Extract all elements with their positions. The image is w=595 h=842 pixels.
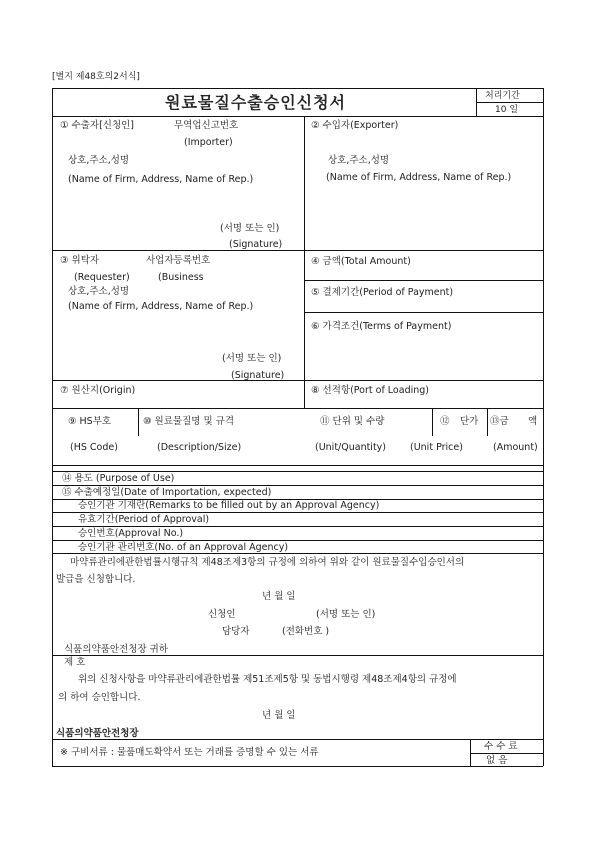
importer-name-en: (Name of Firm, Address, Name of Rep.) [326, 172, 512, 183]
row-divider-payment [304, 312, 543, 313]
frame-right [543, 88, 544, 766]
importer-name-label: 상호,주소,성명 [328, 155, 390, 166]
agency-remarks-label: 승인기관 기재란(Remarks to be filled out by an Approval Agency) [78, 500, 380, 511]
loading-port-label: ⑧ 선적항(Port of Loading) [311, 385, 429, 396]
row-divider-11 [52, 553, 543, 554]
frame-top [52, 88, 543, 89]
exporter-label: ① 수출자[신청인] [60, 120, 135, 131]
requester-sign: (서명 또는 인) [222, 353, 282, 364]
requester-label: ③ 위탁자 [60, 255, 100, 266]
manager-phone: (전화번호 ) [282, 626, 330, 637]
requester-biz-no-label: 사업자등록번호 [146, 255, 211, 266]
row-divider-10 [52, 540, 543, 541]
applicant-label: 신청인 [208, 609, 236, 620]
requester-name-en: (Name of Firm, Address, Name of Rep.) [68, 301, 254, 312]
col-hs-en: (HS Code) [70, 442, 118, 453]
exporter-name-label: 상호,주소,성명 [68, 155, 130, 166]
processing-inner-line [476, 102, 543, 103]
import-date-label: ⑮ 수출예정일(Date of Importation, expected) [62, 487, 272, 498]
approval-no-line: 제 호 [64, 657, 86, 668]
requester-name-label: 상호,주소,성명 [68, 286, 130, 297]
requester-business-en: (Business [158, 272, 204, 283]
exporter-sign: (서명 또는 인) [220, 223, 280, 234]
col-divider-hs [138, 408, 139, 436]
frame-bottom [52, 766, 543, 767]
frame-left [52, 88, 53, 766]
exporter-trade-no-label: 무역업신고번호 [174, 120, 239, 131]
exporter-sign-en: (Signature) [229, 239, 283, 250]
required-docs: ※ 구비서류 : 물품매도확약서 또는 거래를 증명할 수 있는 서류 [60, 747, 319, 758]
row-divider-8 [52, 512, 543, 513]
col-unit-price-label: 단가 [460, 416, 479, 427]
row-divider-1 [52, 250, 543, 251]
application-date: 년 월 일 [262, 591, 296, 602]
requester-en: (Requester) [74, 272, 130, 283]
row-divider-3 [52, 408, 543, 409]
col-divider-price [487, 408, 488, 436]
col-desc-en: (Description/Size) [157, 442, 242, 453]
importer-label: ② 수입자(Exporter) [311, 120, 399, 131]
fee-label: 수 수 료 [484, 741, 518, 752]
row-divider-4 [52, 465, 543, 466]
col-unit-price-en: (Unit Price) [410, 442, 463, 453]
approval-line2: 의 하여 승인합니다. [58, 692, 141, 703]
col-unit-price-num: ⑫ [440, 416, 450, 427]
title-divider [52, 116, 543, 117]
approval-date: 년 월 일 [262, 710, 296, 721]
col-divider-qty [432, 408, 433, 436]
processing-value: 10 일 [495, 105, 519, 115]
origin-label: ⑦ 원산지(Origin) [60, 385, 136, 396]
form-number: [별지 제48호의2서식] [52, 72, 140, 82]
application-addressee: 식품의약품안전청장 귀하 [64, 644, 168, 655]
col-desc-label: ⑩ 원료물질명 및 규격 [143, 416, 234, 427]
approval-no-label: 승인번호(Approval No.) [78, 528, 184, 539]
validity-label: 유효기간(Period of Approval) [78, 514, 210, 525]
row-divider-amount [304, 280, 543, 281]
approval-authority: 식품의약품안전청장 [56, 728, 139, 739]
fee-value: 없 음 [486, 755, 508, 766]
page-title: 원료물질수출승인신청서 [165, 93, 347, 112]
requester-sign-en: (Signature) [231, 370, 285, 381]
col-amount-num: ⑬금 [490, 416, 509, 427]
exporter-name-en: (Name of Firm, Address, Name of Rep.) [68, 174, 254, 185]
row-divider-2 [52, 380, 543, 381]
row-divider-6 [52, 485, 543, 486]
exporter-importer-en: (Importer) [184, 137, 233, 148]
use-purpose-label: ⑭ 용도 (Purpose of Use) [62, 473, 175, 484]
total-amount-label: ④ 금액(Total Amount) [311, 256, 411, 267]
price-terms-label: ⑥ 가격조건(Terms of Payment) [311, 321, 452, 332]
applicant-sign: (서명 또는 인) [316, 609, 376, 620]
application-line1: 마약류관리에관한법률시행규칙 제48조제3항의 규정에 의하여 위와 같이 원료물질수입승인서의 [70, 557, 465, 568]
col-amount-label: 액 [528, 416, 538, 427]
col-unit-qty-en: (Unit/Quantity) [315, 442, 387, 453]
payment-period-label: ⑤ 결제기간(Period of Payment) [311, 287, 454, 298]
row-divider-12 [52, 655, 543, 656]
middle-divider [304, 116, 305, 408]
application-line2: 발급을 신청합니다. [56, 574, 136, 585]
agency-no-label: 승인기관 관리번호(No. of an Approval Agency) [78, 542, 289, 553]
col-unit-qty-label: ⑪ 단위 및 수량 [320, 416, 385, 427]
col-amount-en: (Amount) [493, 442, 538, 453]
manager-label: 담당자 [222, 626, 250, 637]
row-divider-5 [52, 471, 543, 472]
fee-inner-line [470, 753, 543, 754]
col-hs-label: ⑨ HS부호 [68, 416, 112, 427]
row-divider-9 [52, 526, 543, 527]
processing-label: 처리기간 [485, 91, 520, 101]
approval-line1: 위의 신청사항을 마약류관리에관한법률 제51조제5항 및 동법시행령 제48조제4항의 규정에 [78, 674, 457, 685]
